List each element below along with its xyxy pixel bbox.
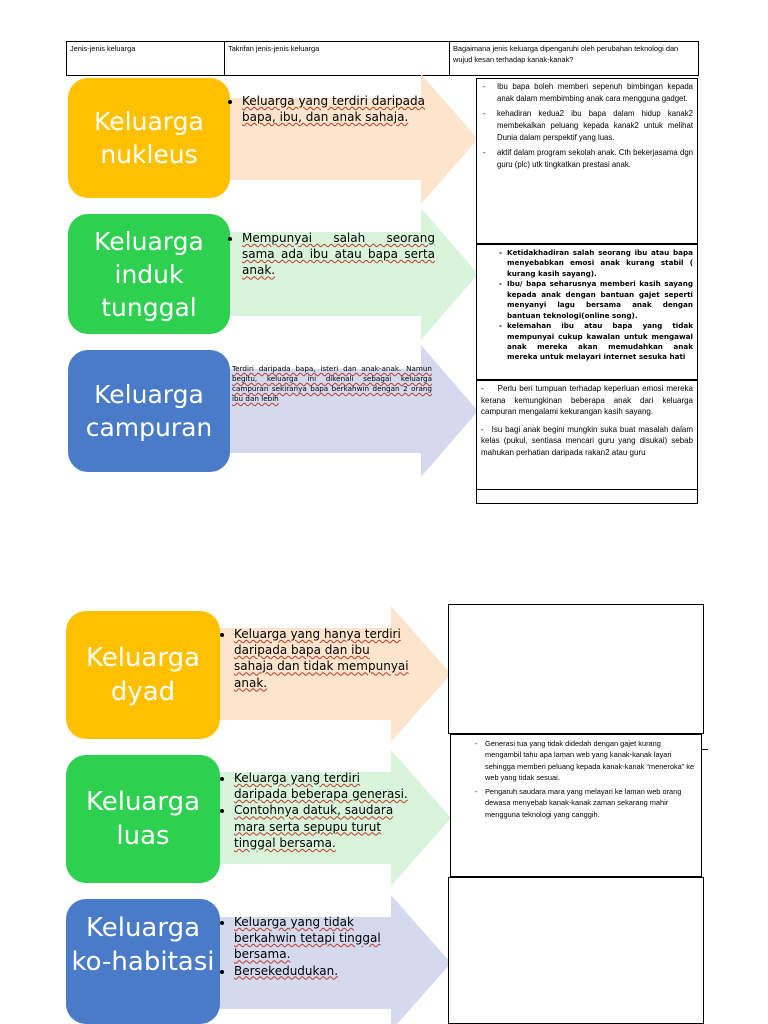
note-item: - Perlu beri tumpuan terhadap keperluan emosi mereka kerana kemungkinan beberapa anak dari keluarga campuran mengalami kekurangan kasih sayang.: [481, 384, 693, 417]
header-col-definitions: Takrifan jenis-jenis keluarga: [225, 42, 450, 75]
header-table: [66, 41, 699, 76]
definition-dyad: [222, 626, 412, 691]
definition-item: • Keluarga yang tidak berkahwin tetapi tinggal bersama.: [234, 914, 412, 963]
category-dyad: Keluarga dyad: [66, 611, 220, 739]
category-nukleus: Keluarga nukleus: [68, 78, 230, 198]
note-box-ko-habitasi: [448, 877, 704, 1024]
category-luas: Keluarga luas: [66, 755, 220, 883]
definition-induk-tunggal: [230, 230, 435, 279]
note-box-campuran: [476, 380, 698, 490]
definition-luas: [222, 770, 412, 851]
note-item: - Pengaruh saudara mara yang melayari ke laman web orang dewasa menyebab kanak-kanak zaman sekarang mahir mengguna teknologi yang canggih.: [475, 786, 682, 819]
definition-item: • Mempunyai salah seorang sama ada ibu atau bapa serta anak.: [242, 230, 435, 279]
definition-item: • Contohnya datuk, saudara mara serta sepupu turut tinggal bersama.: [234, 802, 412, 851]
header-col-types: Jenis-jenis keluarga: [67, 42, 225, 75]
category-campuran: Keluarga campuran: [68, 350, 230, 472]
note-item: - Ibu bapa boleh memberi sepenuh bimbingan kepada anak dalam membimbing anak cara mengguna gadget.: [481, 81, 693, 105]
definition-campuran: [232, 364, 432, 404]
definition-nukleus: [230, 93, 430, 125]
definition-item: Terdiri daripada bapa, isteri dan anak-anak. Namun begitu, keluarga ini dikenali sebagai keluarga campuran sekiranya bapa berkahwin dengan 2 orang ibu dan lebih: [232, 364, 432, 404]
note-box-nukleus: [476, 78, 698, 244]
category-induk-tunggal: Keluarga induk tunggal: [68, 214, 230, 334]
category-ko-habitasi: Keluarga ko-habitasi: [66, 899, 220, 1024]
header-col-impact: Bagaimana jenis keluarga dipengaruhi oleh perubahan teknologi dan wujud kesan terhadap kanak-kanak?: [453, 44, 679, 64]
note-item: - Ibu/ bapa seharusnya memberi kasih sayang kepada anak dengan bantuan gajet seperti menyanyi lagu bersama anak dengan bantuan teknologi(online song).: [499, 279, 693, 320]
definition-item: • Keluarga yang terdiri daripada beberapa generasi.: [234, 770, 412, 802]
note-item: - Generasi tua yang tidak didedah dengan gajet kurang mengambil tahu apa laman web yang kanak-kanak layari sehingga memberi peluang kepada kanak-kanak “meneroka” ke web yang tidak sesuai.: [475, 739, 695, 783]
note-item: - kelemahan ibu atau bapa yang tidak mempunyai cukup kawalan untuk mengawal anak mereka akan memudahkan anak mereka untuk melayari internet sesuka hati: [499, 321, 693, 362]
note-box-empty: [476, 489, 698, 504]
note-item: - Isu bagi anak begini mungkin suka buat masalah dalam kelas (pukul, sentiasa mencari guru yang disukai) sebab mahukan perhatian daripada rakan2 atau guru: [481, 424, 693, 457]
note-item: - aktif dalam program sekolah anak. Cth bekerjasama dgn guru (plc) utk tingkatkan prestasi anak.: [481, 147, 693, 171]
definition-item: • Keluarga yang terdiri daripada bapa, ibu, dan anak sahaja.: [242, 93, 430, 125]
definition-item: • Keluarga yang hanya terdiri daripada bapa dan ibu sahaja dan tidak mempunyai anak.: [234, 626, 412, 691]
note-box-luas: [450, 734, 702, 877]
definition-ko-habitasi: [222, 914, 412, 979]
stray-line: [702, 749, 708, 750]
note-item: - kehadiran kedua2 ibu bapa dalam hidup kanak2 membekalkan peluang kepada kanak2 untuk melihat Dunia dalam perspektif yang luas.: [481, 108, 693, 144]
note-box-dyad: [448, 604, 704, 734]
note-item: - Ketidakhadiran salah seorang ibu atau bapa menyebabkan emosi anak kurang stabil ( kurang kasih sayang).: [499, 248, 693, 278]
definition-item: • Bersekedudukan.: [234, 963, 412, 979]
note-box-induk-tunggal: [476, 244, 698, 380]
